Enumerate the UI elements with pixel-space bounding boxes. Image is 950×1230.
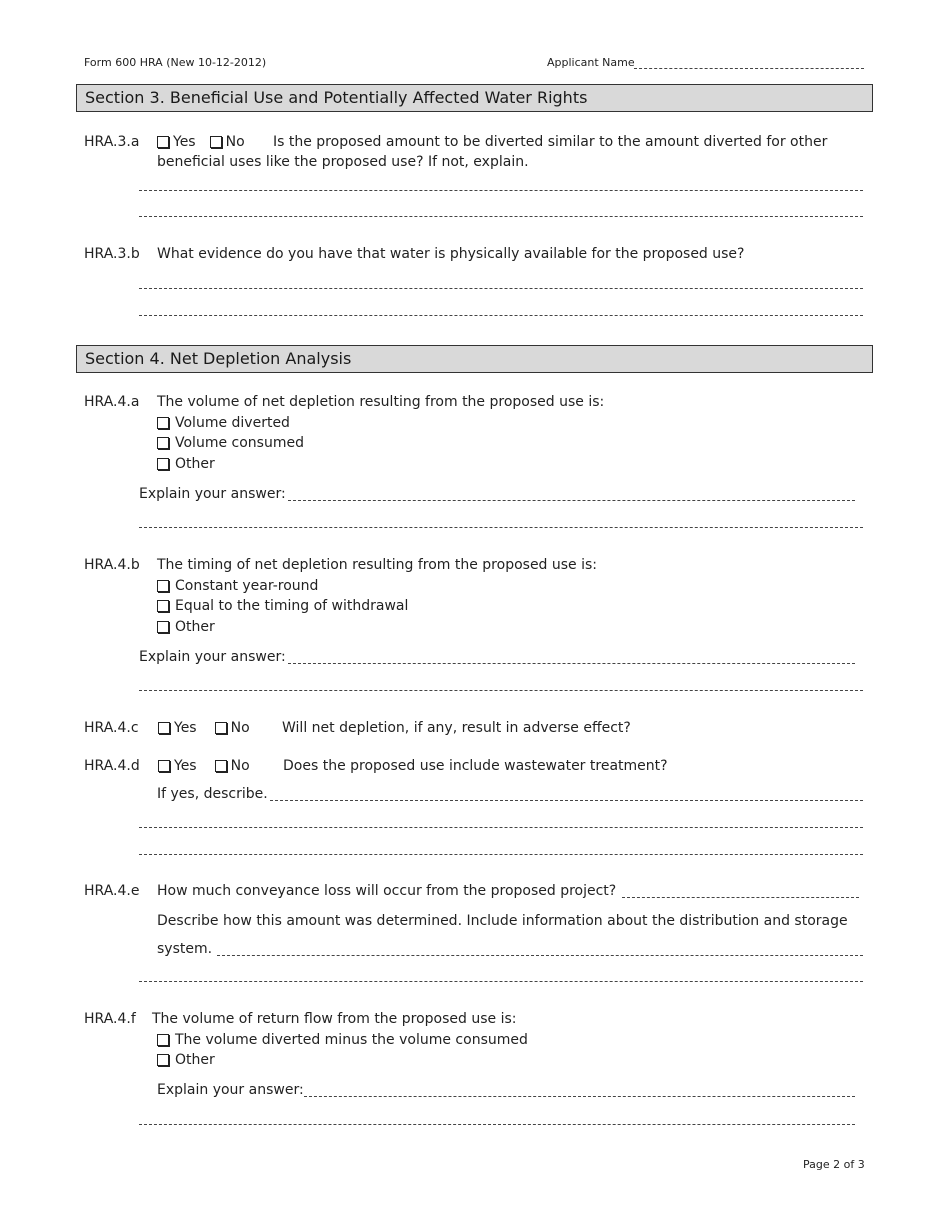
q4b-text: The timing of net depletion resulting from the proposed use is: (157, 557, 598, 573)
q4d-answer-line-2[interactable] (139, 827, 863, 828)
q4e-describe-line2: system. (157, 941, 213, 957)
q4e-describe-field[interactable] (217, 955, 863, 956)
q4f-explain-label: Explain your answer: (157, 1082, 304, 1098)
question-id-3a: HRA.3.a (84, 134, 140, 150)
q4a-option-1-label: Volume consumed (175, 435, 304, 451)
q3a-yes-checkbox[interactable] (157, 136, 169, 148)
q4d-text: Does the proposed use include wastewater treatment? (283, 758, 668, 774)
q4a-explain-field[interactable] (288, 500, 855, 501)
q3b-answer-line-2[interactable] (139, 315, 863, 316)
q3a-yes-no (157, 134, 245, 150)
q4a-option-0-label: Volume diverted (175, 415, 290, 431)
q4f-text: The volume of return flow from the proposed use is: (152, 1011, 517, 1027)
q3a-answer-line-1[interactable] (139, 190, 863, 191)
q4c-yes-no (158, 720, 250, 736)
q4d-yes-label: Yes (174, 758, 197, 774)
page-number: Page 2 of 3 (803, 1158, 865, 1171)
q4b-option-0-checkbox[interactable] (157, 580, 169, 592)
q4a-text: The volume of net depletion resulting from the proposed use is: (157, 394, 605, 410)
question-id-4d: HRA.4.d (84, 758, 140, 774)
q4d-describe-field[interactable] (270, 800, 863, 801)
question-id-4f: HRA.4.f (84, 1011, 136, 1027)
q4a-explain-label: Explain your answer: (139, 486, 286, 502)
q4d-no-checkbox[interactable] (215, 760, 227, 772)
applicant-name-field[interactable] (634, 68, 864, 69)
q4b-option-2-checkbox[interactable] (157, 621, 169, 633)
q4b-explain-field[interactable] (288, 663, 855, 664)
q4a-option-2-checkbox[interactable] (157, 458, 169, 470)
q3a-text-line2: beneficial uses like the proposed use? If not, explain. (157, 154, 529, 170)
q3b-answer-line-1[interactable] (139, 288, 863, 289)
q4d-answer-line-3[interactable] (139, 854, 863, 855)
q4a-option-1 (157, 435, 304, 451)
q4f-option-1 (157, 1052, 215, 1068)
q4c-no-checkbox[interactable] (215, 722, 227, 734)
q4d-ifyes-label: If yes, describe. (157, 786, 268, 802)
q4f-answer-line-2[interactable] (139, 1124, 855, 1125)
q4c-yes-checkbox[interactable] (158, 722, 170, 734)
q4e-conveyance-loss-field[interactable] (622, 897, 859, 898)
question-id-4e: HRA.4.e (84, 883, 140, 899)
q4d-yes-no (158, 758, 250, 774)
q3a-yes-label: Yes (173, 134, 196, 150)
applicant-name-label: Applicant Name (547, 56, 635, 69)
q4b-option-1 (157, 598, 408, 614)
q3a-text-line1: Is the proposed amount to be diverted similar to the amount diverted for other (273, 134, 828, 150)
q4a-option-0 (157, 415, 290, 431)
section-4-header: Section 4. Net Depletion Analysis (76, 345, 873, 373)
q4b-option-2 (157, 619, 215, 635)
q4a-option-2-label: Other (175, 456, 215, 472)
q4e-describe-line1: Describe how this amount was determined. Include information about the distribution and storage (157, 913, 848, 929)
q4c-no-label: No (230, 720, 250, 736)
q4f-option-0 (157, 1032, 528, 1048)
question-id-4b: HRA.4.b (84, 557, 140, 573)
q4f-option-1-checkbox[interactable] (157, 1054, 169, 1066)
q4b-option-0-label: Constant year-round (175, 578, 319, 594)
form-id: Form 600 HRA (New 10-12-2012) (84, 56, 267, 69)
q4a-option-2 (157, 456, 215, 472)
q4f-explain-field[interactable] (304, 1096, 855, 1097)
q4a-answer-line-2[interactable] (139, 527, 863, 528)
q4b-option-1-label: Equal to the timing of withdrawal (175, 598, 409, 614)
q4a-option-1-checkbox[interactable] (157, 437, 169, 449)
q4a-option-0-checkbox[interactable] (157, 417, 169, 429)
question-id-4a: HRA.4.a (84, 394, 140, 410)
q4f-option-0-checkbox[interactable] (157, 1034, 169, 1046)
q4b-option-0 (157, 578, 318, 594)
q4d-yes-checkbox[interactable] (158, 760, 170, 772)
question-id-3b: HRA.3.b (84, 246, 140, 262)
q4b-option-1-checkbox[interactable] (157, 600, 169, 612)
section-3-header: Section 3. Beneficial Use and Potentially Affected Water Rights (76, 84, 873, 112)
q4f-option-0-label: The volume diverted minus the volume consumed (175, 1032, 528, 1048)
question-id-4c: HRA.4.c (84, 720, 139, 736)
q4f-option-1-label: Other (175, 1052, 215, 1068)
q3b-text: What evidence do you have that water is physically available for the proposed use? (157, 246, 745, 262)
q4b-answer-line-2[interactable] (139, 690, 863, 691)
q3a-no-label: No (225, 134, 245, 150)
q4d-no-label: No (230, 758, 250, 774)
q4c-text: Will net depletion, if any, result in adverse effect? (282, 720, 631, 736)
q4e-answer-line-2[interactable] (139, 981, 863, 982)
q4c-yes-label: Yes (174, 720, 197, 736)
q4e-text: How much conveyance loss will occur from the proposed project? (157, 883, 617, 899)
q4b-option-2-label: Other (175, 619, 215, 635)
q3a-no-checkbox[interactable] (210, 136, 222, 148)
q3a-answer-line-2[interactable] (139, 216, 863, 217)
q4b-explain-label: Explain your answer: (139, 649, 286, 665)
